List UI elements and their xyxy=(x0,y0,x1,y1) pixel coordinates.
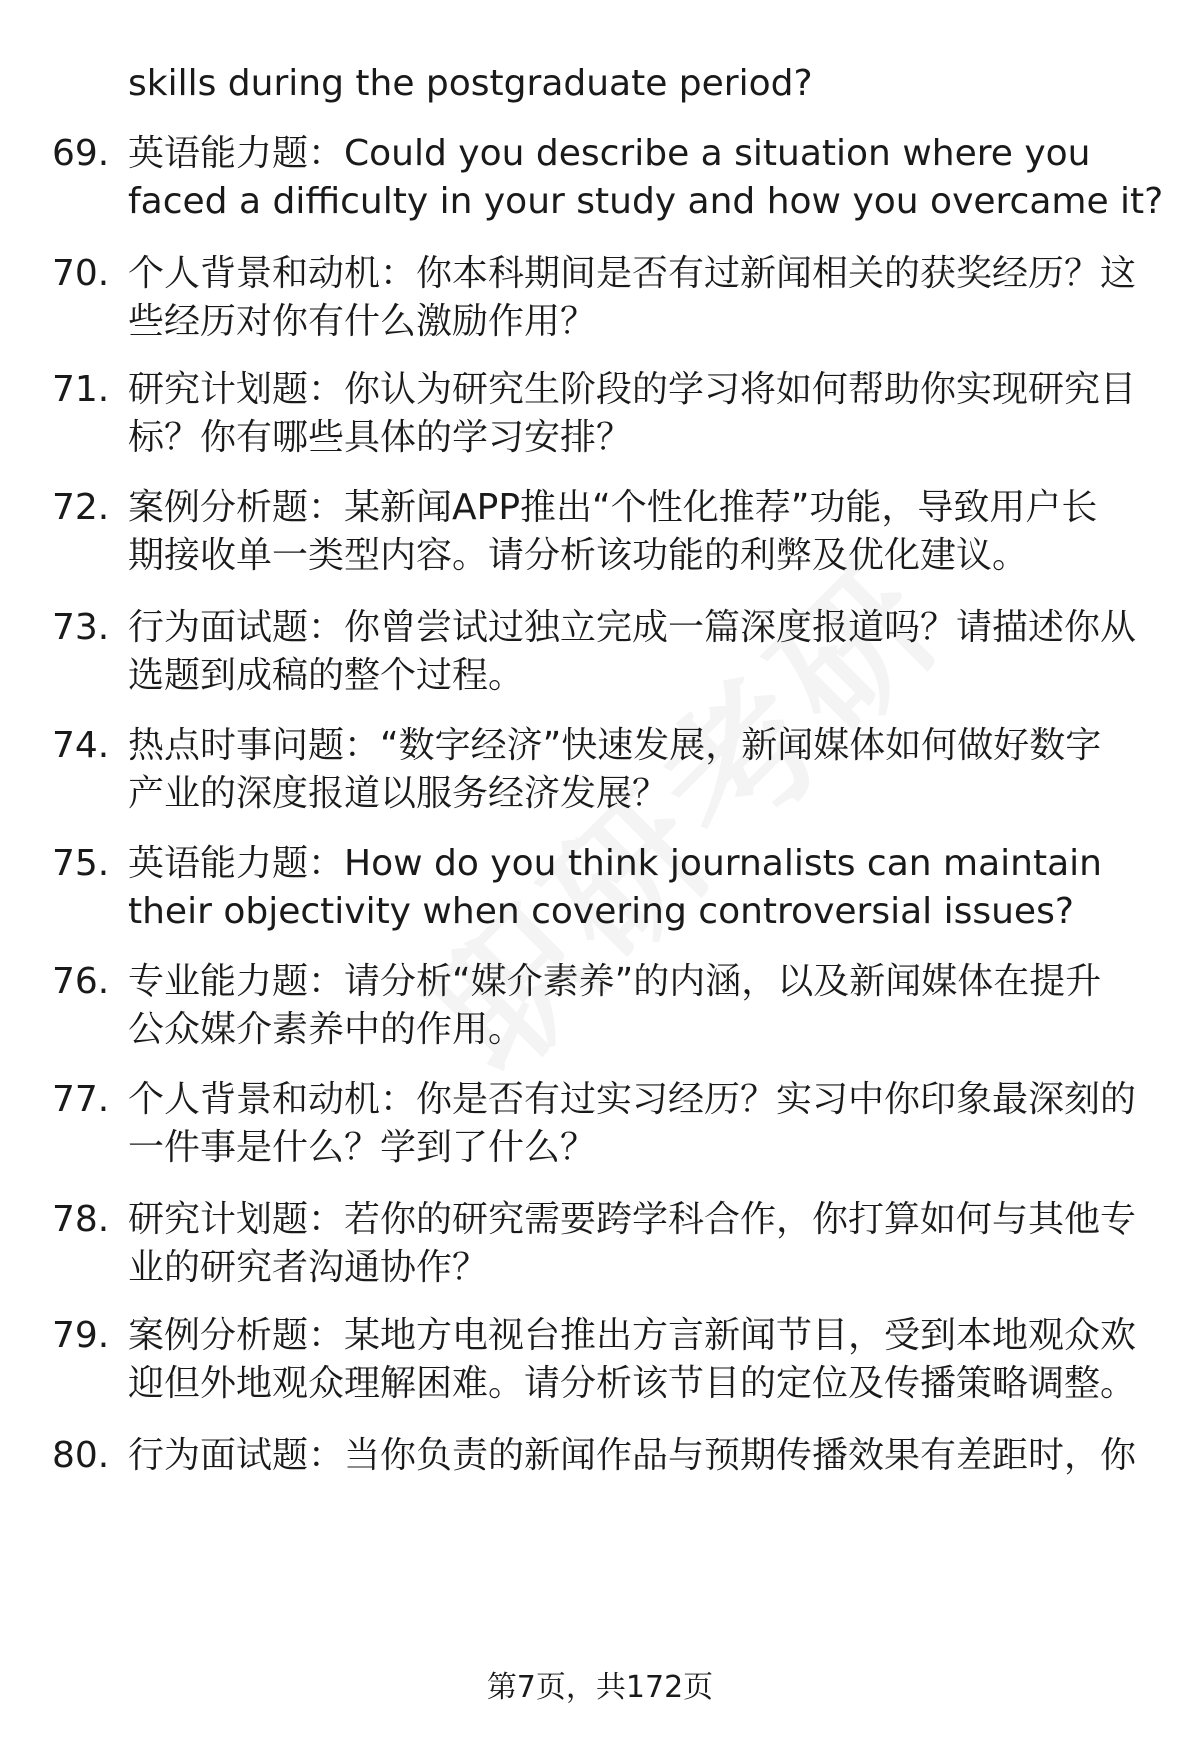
question-number: 73. xyxy=(52,607,110,648)
question-line: 英语能力题：Could you describe a situation where you xyxy=(128,133,1091,174)
question-text xyxy=(128,250,1138,346)
question-text xyxy=(128,1076,1138,1172)
question-number: 74. xyxy=(52,725,110,766)
question-number: 72. xyxy=(52,487,110,528)
question-line: 行为面试题：当你负责的新闻作品与预期传播效果有差距时，你 xyxy=(128,1435,1137,1476)
question-text xyxy=(128,484,1138,580)
question-text xyxy=(128,366,1138,462)
question-line: 研究计划题：若你的研究需要跨学科合作，你打算如何与其他专 xyxy=(128,1199,1137,1240)
question-line: 英语能力题：How do you think journalists can maintain xyxy=(128,843,1102,884)
question-text xyxy=(128,840,1138,936)
question-line: 个人背景和动机：你本科期间是否有过新闻相关的获奖经历？这 xyxy=(128,253,1137,294)
question-number: 78. xyxy=(52,1199,110,1240)
question-line: their objectivity when covering controversial issues? xyxy=(128,891,1074,932)
question-number: 76. xyxy=(52,961,110,1002)
question-line: 专业能力题：请分析“媒介素养”的内涵，以及新闻媒体在提升 xyxy=(128,961,1102,1002)
question-text xyxy=(128,958,1138,1054)
question-number: 75. xyxy=(52,843,110,884)
question-line: 一件事是什么？学到了什么？ xyxy=(128,1127,597,1168)
question-line: 期接收单一类型内容。请分析该功能的利弊及优化建议。 xyxy=(128,535,1029,576)
question-number: 77. xyxy=(52,1079,110,1120)
question-line: 些经历对你有什么激励作用？ xyxy=(128,301,597,342)
question-line: 案例分析题：某地方电视台推出方言新闻节目，受到本地观众欢 xyxy=(128,1315,1137,1356)
question-line: 标？你有哪些具体的学习安排？ xyxy=(128,417,633,458)
question-line: 迎但外地观众理解困难。请分析该节目的定位及传播策略调整。 xyxy=(128,1363,1137,1404)
question-text xyxy=(128,1432,1138,1480)
page-footer: 第7页，共172页 xyxy=(486,1670,714,1705)
question-number: 70. xyxy=(52,253,110,294)
question-number: 71. xyxy=(52,369,110,410)
question-text xyxy=(128,130,1164,226)
question-text xyxy=(128,722,1138,818)
continuation-text: skills during the postgraduate period? xyxy=(128,63,813,104)
question-number: 80. xyxy=(52,1435,110,1476)
question-number: 79. xyxy=(52,1315,110,1356)
question-line: 热点时事问题：“数字经济”快速发展，新闻媒体如何做好数字 xyxy=(128,725,1102,766)
question-line: 案例分析题：某新闻APP推出“个性化推荐”功能，导致用户长 xyxy=(128,487,1098,528)
question-line: 公众媒介素养中的作用。 xyxy=(128,1009,525,1050)
question-line: 行为面试题：你曾尝试过独立完成一篇深度报道吗？请描述你从 xyxy=(128,607,1137,648)
question-line: 研究计划题：你认为研究生阶段的学习将如何帮助你实现研究目 xyxy=(128,369,1137,410)
question-text xyxy=(128,1312,1138,1408)
question-line: faced a difficulty in your study and how you overcame it? xyxy=(128,181,1164,222)
question-line: 个人背景和动机：你是否有过实习经历？实习中你印象最深刻的 xyxy=(128,1079,1137,1120)
question-text xyxy=(128,604,1138,700)
question-text xyxy=(128,1196,1138,1292)
question-number: 69. xyxy=(52,133,110,174)
question-line: 业的研究者沟通协作？ xyxy=(128,1247,489,1288)
question-line: 选题到成稿的整个过程。 xyxy=(128,655,525,696)
question-line: 产业的深度报道以服务经济发展？ xyxy=(128,773,669,814)
